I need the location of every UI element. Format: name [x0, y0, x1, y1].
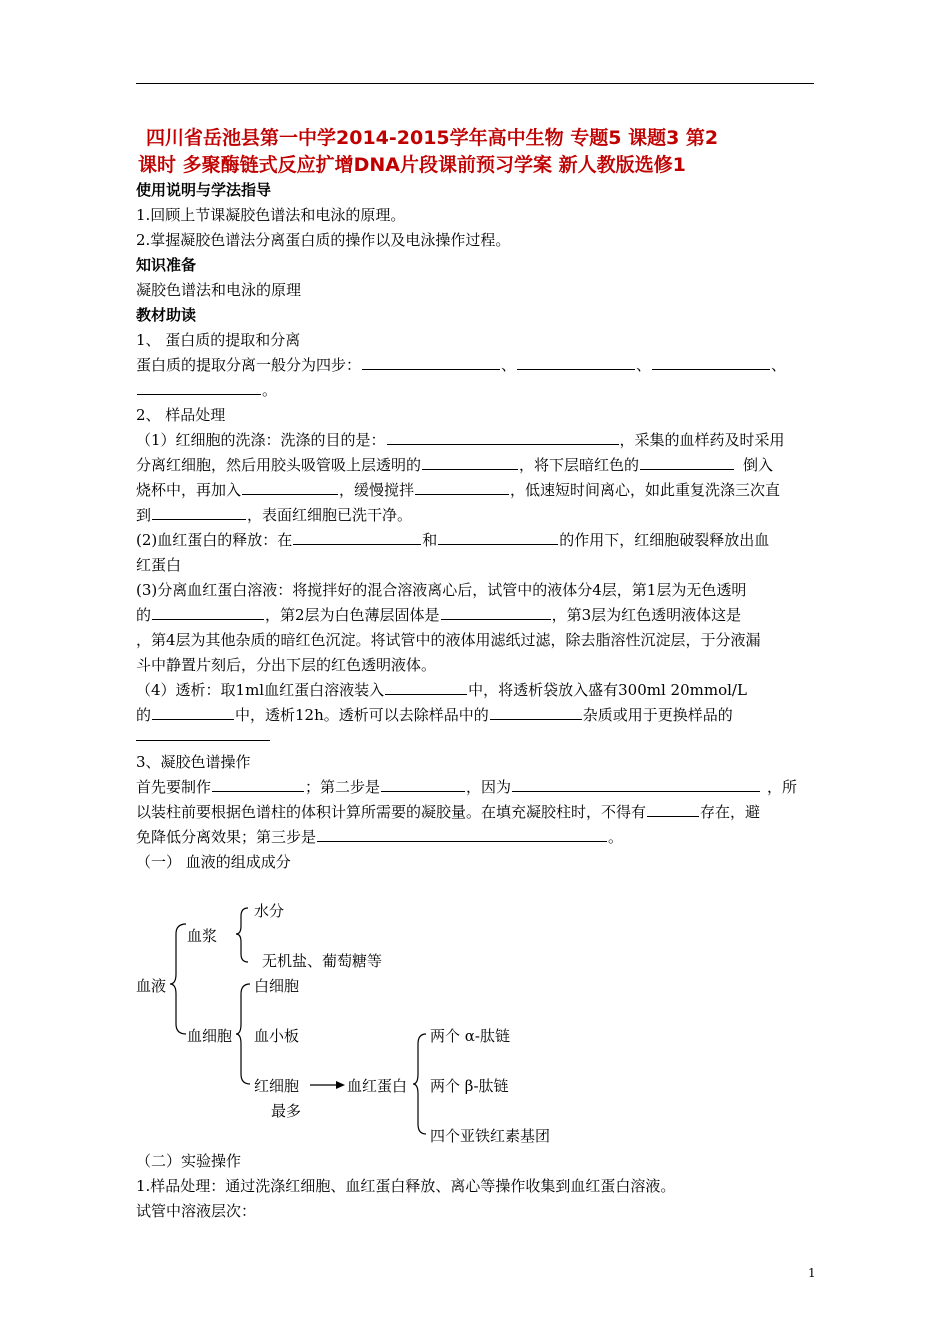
p1-i: 到 [136, 506, 152, 524]
p3-c: ，第2层为白色薄层固体是 [265, 606, 440, 624]
brace-hemoglobin [413, 1034, 426, 1134]
p1-e: 倒入 [743, 456, 774, 474]
title-line-2: 课时 多聚酶链式反应扩增DNA片段课前预习学案 新人教版选修1 [138, 154, 686, 176]
node-plasma: 血浆 [187, 927, 218, 945]
sep-2: 、 [636, 356, 652, 374]
usage-item-1: 1.回顾上节课凝胶色谱法和电泳的原理。 [136, 206, 406, 224]
node-salts: 无机盐、葡萄糖等 [262, 952, 383, 970]
p5-f: 存在，避 [700, 803, 761, 821]
brace-plasma [236, 908, 248, 962]
node-heme: 四个亚铁红素基团 [430, 1127, 551, 1145]
sep-3: 、 [771, 356, 787, 374]
reading-heading: 教材助读 [136, 306, 197, 324]
section-1-title: 1、 蛋白质的提取和分离 [136, 331, 301, 349]
p3-line-3: ，第4层为其他杂质的暗红色沉淀。将试管中的液体用滤纸过滤，除去脂溶性沉淀层，于分液漏 [136, 631, 761, 649]
p1-j: ，表面红细胞已洗干净。 [247, 506, 413, 524]
node-blood: 血液 [136, 977, 167, 995]
knowledge-text: 凝胶色谱法和电泳的原理 [136, 281, 302, 299]
p3-d: ，第3层为红色透明液体这是 [551, 606, 742, 624]
experiment-item-1: 1.样品处理：通过洗涤红细胞、血红蛋白释放、离心等操作收集到血红蛋白溶液。 [136, 1177, 676, 1195]
p3-line-1: (3)分离血红蛋白溶液：将搅拌好的混合溶液离心后，试管中的液体分4层，第1层为无色透明 [136, 581, 747, 599]
p3-line-4: 斗中静置片刻后，分出下层的红色透明液体。 [136, 656, 437, 674]
p4-b: 中，将透析袋放入盛有300ml 20mmol/L [468, 681, 747, 699]
node-wbc: 白细胞 [254, 977, 300, 995]
p2-a: (2)血红蛋白的释放：在 [136, 531, 293, 549]
node-blood-cells: 血细胞 [187, 1027, 233, 1045]
p4-e: 杂质或用于更换样品的 [582, 706, 733, 724]
p3-b: 的 [136, 606, 152, 624]
section-1-text: 蛋白质的提取分离一般分为四步： [136, 356, 362, 374]
page-number: 1 [808, 1266, 816, 1280]
node-rbc: 红细胞 [254, 1077, 300, 1095]
p5-h: 。 [608, 828, 624, 846]
p2-line-2: 红蛋白 [136, 556, 182, 574]
title-line-1: 四川省岳池县第一中学2014-2015学年高中生物 专题5 课题3 第2 [146, 127, 719, 149]
p1-b: ，采集的血样药及时采用 [619, 431, 785, 449]
p5-d: ，所 [767, 778, 798, 796]
brace-blood [170, 924, 186, 1034]
p2-b: 和 [422, 531, 438, 549]
node-water: 水分 [254, 902, 285, 920]
experiment-heading: （二）实验操作 [136, 1152, 242, 1170]
node-hemoglobin: 血红蛋白 [347, 1077, 408, 1095]
p1-h: ，低速短时间离心，如此重复洗涤三次直 [510, 481, 781, 499]
sep-1: 、 [501, 356, 517, 374]
knowledge-heading: 知识准备 [136, 256, 197, 274]
node-most: 最多 [271, 1102, 302, 1120]
arrow-rbc-to-hemoglobin [310, 1081, 345, 1089]
p1-d: ，将下层暗红色的 [519, 456, 640, 474]
node-platelets: 血小板 [254, 1027, 300, 1045]
section-3-title: 3、凝胶色谱操作 [136, 753, 251, 771]
p2-c: 的作用下，红细胞破裂释放出血 [559, 531, 770, 549]
p5-e: 以装柱前要根据色谱柱的体积计算所需要的凝胶量。在填充凝胶柱时，不得有 [136, 803, 647, 821]
p1-f: 烧杯中，再加入 [136, 481, 242, 499]
p1-g: ，缓慢搅拌 [339, 481, 415, 499]
p1-a: （1）红细胞的洗涤：洗涤的目的是： [136, 431, 386, 449]
p4-c: 的 [136, 706, 152, 724]
p5-c: ，因为 [466, 778, 512, 796]
p4-a: （4）透析：取1ml血红蛋白溶液装入 [136, 681, 385, 699]
blood-heading: （一） 血液的组成成分 [136, 853, 291, 871]
node-alpha: 两个 α-肽链 [430, 1027, 510, 1045]
p5-g: 免降低分离效果；第三步是 [136, 828, 317, 846]
p4-d: 中，透析12h。透析可以去除样品中的 [235, 706, 489, 724]
node-beta: 两个 β-肽链 [430, 1077, 509, 1095]
p5-b: ；第二步是 [305, 778, 381, 796]
section-2-title: 2、 样品处理 [136, 406, 226, 424]
p1-c: 分离红细胞，然后用胶头吸管吸上层透明的 [136, 456, 422, 474]
p5-a: 首先要制作 [136, 778, 212, 796]
usage-heading: 使用说明与学法指导 [136, 181, 272, 199]
usage-item-2: 2.掌握凝胶色谱法分离蛋白质的操作以及电泳操作过程。 [136, 231, 511, 249]
end-mark: 。 [262, 381, 278, 399]
brace-cells [236, 984, 250, 1084]
experiment-item-2: 试管中溶液层次： [136, 1202, 257, 1220]
